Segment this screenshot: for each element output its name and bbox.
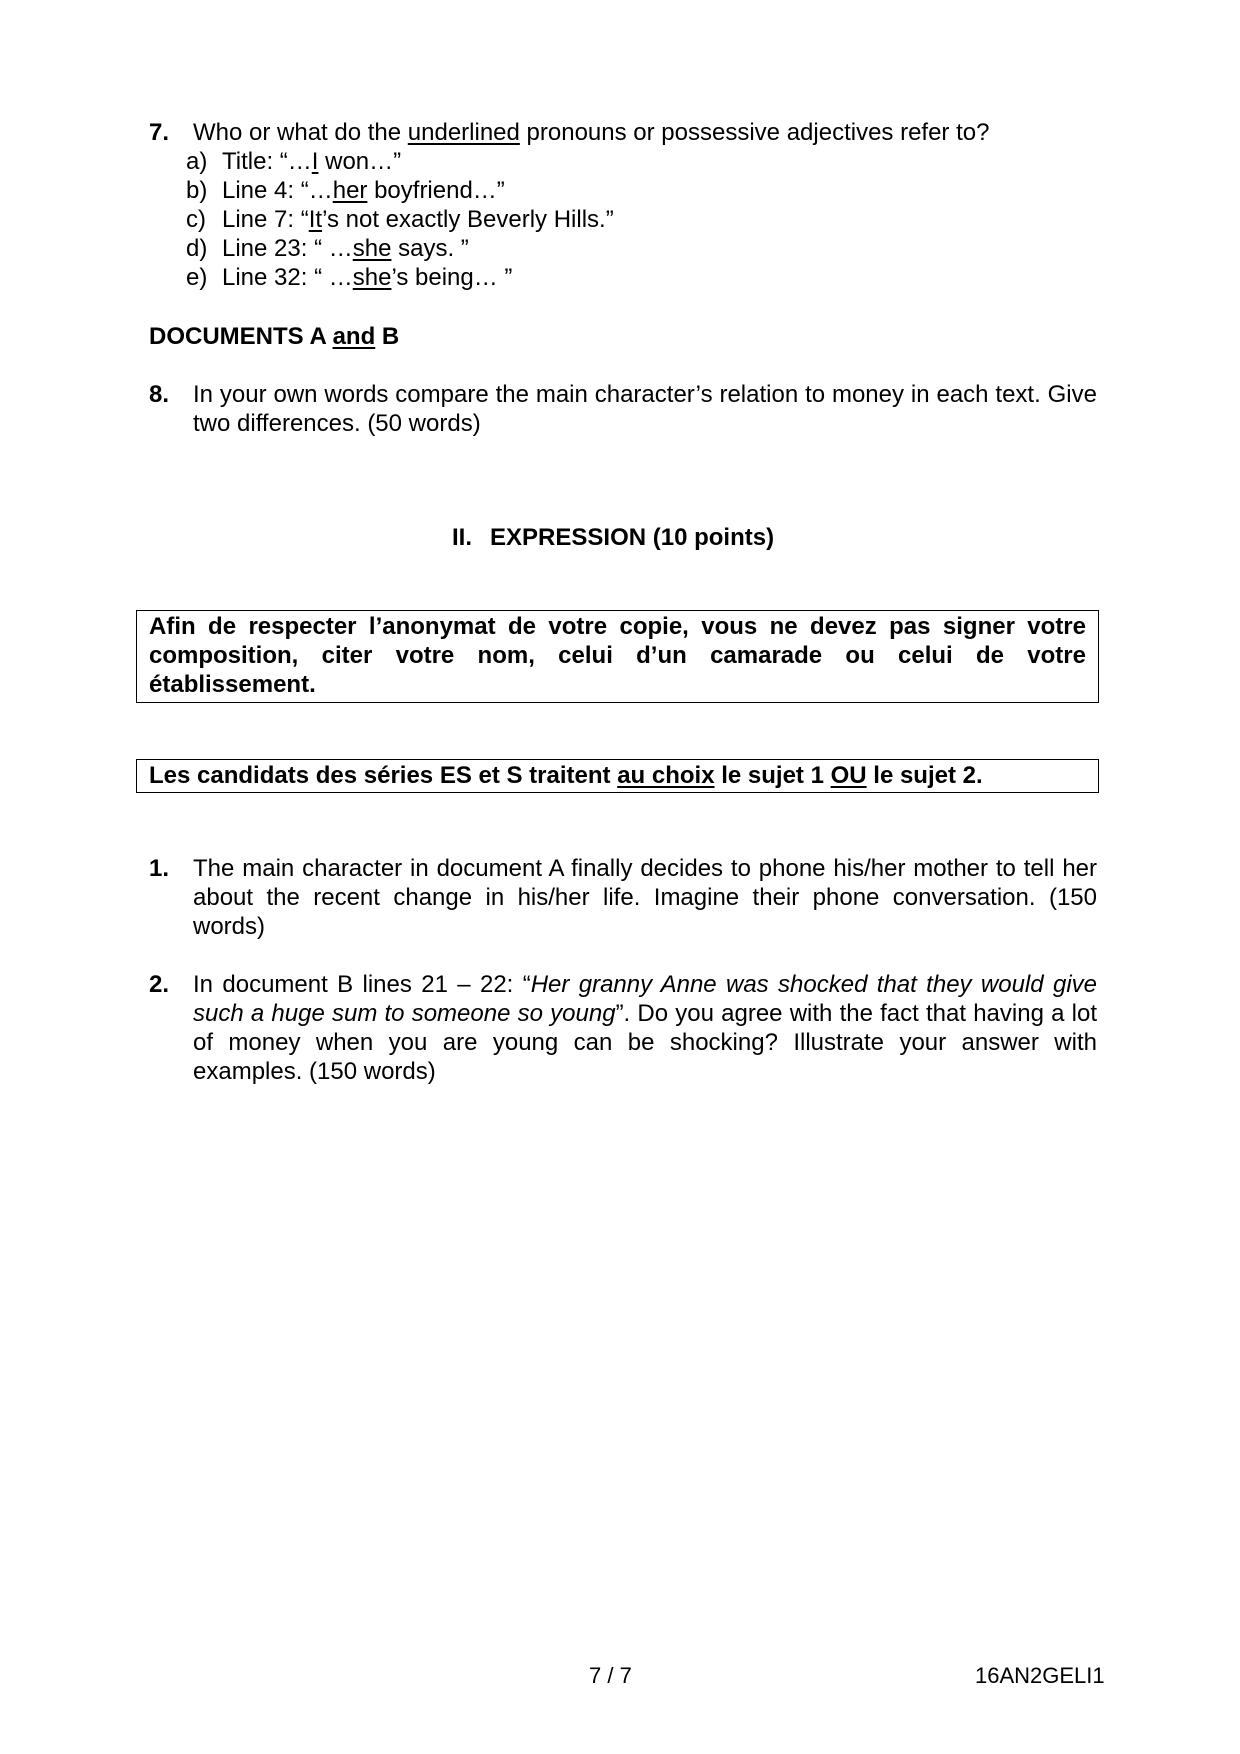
subject-2-text: In document B lines 21 – 22: “Her granny Anne was shocked that they would give such a huge sum to someone so young”. Do you agree with the fact that having a lot of money when you are young can be shocking? Illustrate your answer with examples. (150 words) [193,971,1098,1085]
subject-number: 2. [149,971,170,998]
sub-item: e) Line 32: “ …she’s being… ” [186,264,513,291]
page-number: 7 / 7 [589,1663,632,1688]
subject-choice-box: Les candidats des séries ES et S traitent au choix le sujet 1 OU le sujet 2. [136,759,1099,793]
quoted-excerpt: Her granny Anne was shocked that they would give such a huge sum to someone so young [193,971,1097,1027]
document-code: 16AN2GELI1 [975,1663,1105,1688]
sub-item: d) Line 23: “ …she says. ” [186,235,469,262]
sub-item: c) Line 7: “It’s not exactly Beverly Hills.” [186,206,614,233]
underlined-word: underlined [407,119,520,146]
question-8-text: In your own words compare the main character’s relation to money in each text. Give two differences. (50 words) [193,381,1097,437]
anonymity-notice-box: Afin de respecter l’anonymat de votre copie, vous ne devez pas signer votre composition, citer votre nom, celui d’un camarade ou celui de votre établissement. [136,610,1099,703]
question-number: 8. [149,381,170,408]
sub-item: b) Line 4: “…her boyfriend…” [186,177,505,204]
section-heading: II. EXPRESSION (10 points) [452,524,775,551]
question-number: 7. [149,119,170,146]
question-text: Who or what do the underlined pronouns or possessive adjectives refer to? [193,119,990,146]
sub-item: a) Title: “…I won…” [186,148,402,175]
subject-number: 1. [149,855,170,882]
subject-1-text: The main character in document A finally decides to phone his/her mother to tell her about the recent change in his/her life. Imagine their phone conversation. (150 words) [193,855,1097,940]
documents-heading: DOCUMENTS A and B [149,323,400,350]
